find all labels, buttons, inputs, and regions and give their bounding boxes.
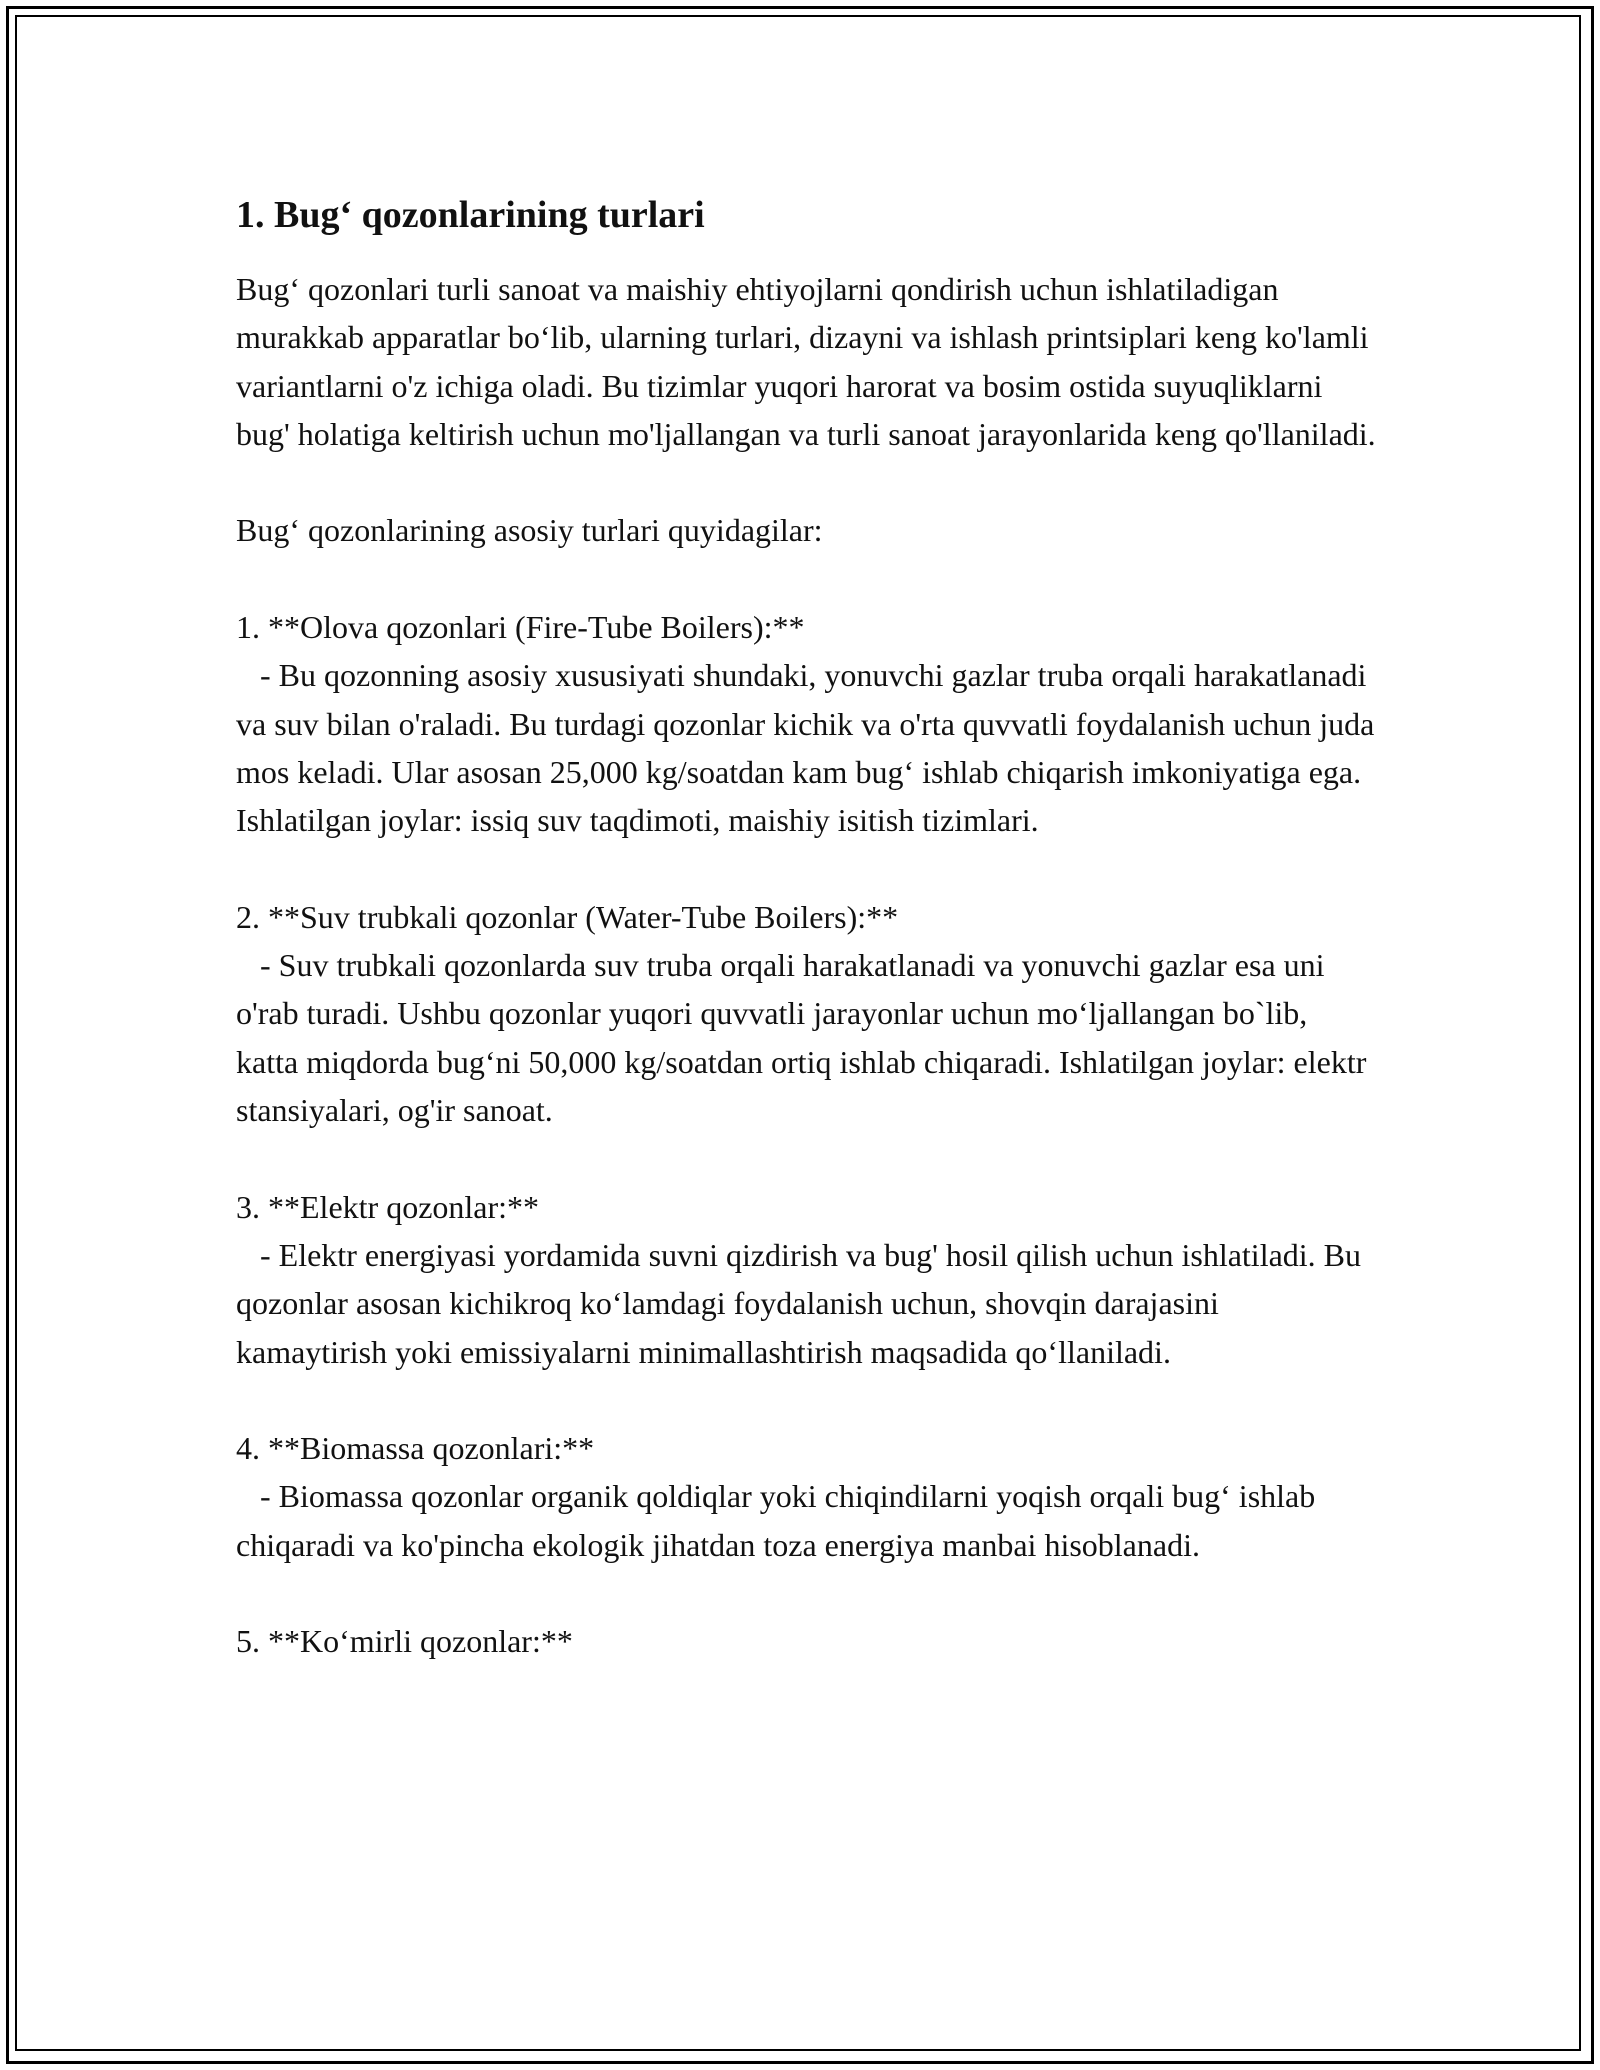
list-item-body: - Suv trubkali qozonlarda suv truba orqali harakatlanadi va yonuvchi gazlar esa uni o'rab turadi. Ushbu qozonlar yuqori quvvatli jarayonlar uchun mo‘ljallangan bo`lib, katta miqdorda bug‘ni 50,000 kg/soatdan ortiq ishlab chiqaradi. Ishlatilgan joylar: elektr stansiyalari, og'ir sanoat. xyxy=(236,947,1375,1129)
paragraph-spacer xyxy=(236,845,1376,893)
paragraph-spacer xyxy=(236,1569,1376,1617)
paragraph-spacer xyxy=(236,1376,1376,1424)
list-item-coal xyxy=(236,1617,1376,1665)
document-page xyxy=(236,185,1383,1666)
list-item-heading: 4. **Biomassa qozonlari:** xyxy=(236,1430,595,1467)
lead-paragraph: Bug‘ qozonlarining asosiy turlari quyidagilar: xyxy=(236,512,823,549)
list-item-water-tube xyxy=(236,893,1376,1134)
list-item-electric xyxy=(236,1183,1376,1376)
paragraph-spacer xyxy=(236,1134,1376,1182)
list-item-heading: 3. **Elektr qozonlar:** xyxy=(236,1188,540,1225)
list-item-body: - Elektr energiyasi yordamida suvni qizdirish va bug' hosil qilish uchun ishlatiladi. Bu qozonlar asosan kichikroq ko‘lamdagi foydalanish uchun, shovqin darajasini kamaytirish yoki emissiyalarni minimallashtirish maqsadida qo‘llaniladi. xyxy=(236,1236,1370,1370)
list-item-biomass xyxy=(236,1424,1376,1569)
list-item-body: - Biomassa qozonlar organik qoldiqlar yoki chiqindilarni yoqish orqali bug‘ ishlab chiqaradi va ko'pincha ekologik jihatdan toza energiya manbai hisoblanadi. xyxy=(236,1478,1324,1563)
list-item-body: - Bu qozonning asosiy xususiyati shundaki, yonuvchi gazlar truba orqali harakatlanadi va suv bilan o'raladi. Bu turdagi qozonlar kichik va o'rta quvvatli foydalanish uchun juda mos keladi. Ular asosan 25,000 kg/soatdan kam bug‘ ishlab chiqarish imkoniyatiga ega. Ishlatilgan joylar: issiq suv taqdimoti, maishiy isitish tizimlari. xyxy=(236,657,1383,839)
paragraph-spacer xyxy=(236,555,1376,603)
paragraph-spacer xyxy=(236,458,1376,506)
list-item-fire-tube xyxy=(236,603,1383,844)
document-title: 1. Bug‘ qozonlarining turlari xyxy=(236,194,705,236)
list-item-heading: 5. **Ko‘mirli qozonlar:** xyxy=(236,1623,573,1660)
list-item-heading: 1. **Olova qozonlari (Fire-Tube Boilers):** xyxy=(236,609,805,646)
intro-paragraph: Bug‘ qozonlari turli sanoat va maishiy ehtiyojlarni qondirish uchun ishlatiladigan murakkab apparatlar bo‘lib, ularning turlari, dizayni va ishlash printsiplari keng ko'lamli variantlarni o'z ichiga oladi. Bu tizimlar yuqori harorat va bosim ostida suyuqliklarni bug' holatiga keltirish uchun mo'ljallangan va turli sanoat jarayonlarida keng qo'llaniladi. xyxy=(236,271,1377,452)
list-item-heading: 2. **Suv trubkali qozonlar (Water-Tube Boilers):** xyxy=(236,898,899,935)
